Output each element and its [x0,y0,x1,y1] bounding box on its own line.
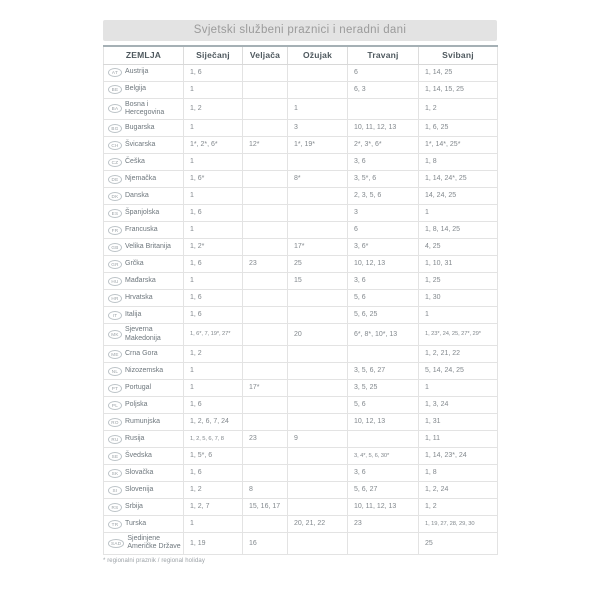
holiday-cell: 3, 6 [348,465,419,482]
country-name: Slovačka [125,468,154,476]
table-row [104,324,498,346]
holiday-cell [243,346,288,363]
holiday-cell: 1, 14, 25 [419,64,498,81]
holiday-cell: 17* [288,239,348,256]
table-row [104,516,498,533]
holiday-cell [243,81,288,98]
holiday-cell: 12* [243,137,288,154]
holiday-cell: 17* [243,380,288,397]
holiday-cell: 16 [243,533,288,555]
holiday-cell: 1*, 2*, 6* [184,137,243,154]
table-row [104,380,498,397]
country-code-badge: BA [108,104,122,113]
holiday-cell [243,239,288,256]
holiday-cell: 5, 6 [348,290,419,307]
table-row [104,273,498,290]
holiday-cell: 1, 30 [419,290,498,307]
country-cell [104,239,184,256]
holiday-cell: 8* [288,171,348,188]
table-row [104,448,498,465]
holiday-cell [288,222,348,239]
holiday-cell: 23 [243,256,288,273]
country-code-badge: GB [108,243,122,252]
table-row [104,397,498,414]
country-name: Sjedinjene Američke Države [127,535,181,551]
table-row [104,307,498,324]
holiday-cell [243,64,288,81]
country-cell [104,273,184,290]
holiday-cell: 1, 10, 31 [419,256,498,273]
holiday-cell: 1 [184,273,243,290]
holiday-cell: 9 [288,431,348,448]
country-code-badge: RS [108,503,122,512]
holiday-cell: 1, 8, 14, 25 [419,222,498,239]
holiday-cell: 1, 2, 5, 6, 7, 8 [184,431,243,448]
holiday-cell: 1, 2 [419,499,498,516]
table-row [104,414,498,431]
holiday-cell: 5, 6, 25 [348,307,419,324]
holiday-cell [243,414,288,431]
holiday-cell: 1 [184,380,243,397]
country-code-badge: BE [108,85,122,94]
country-name: Austrija [125,68,149,76]
country-code-badge: SK [108,469,122,478]
holiday-cell [243,205,288,222]
holiday-cell: 3, 6* [348,239,419,256]
holiday-cell: 1*, 14*, 25* [419,137,498,154]
table-row [104,98,498,120]
country-name: Srbija [125,502,143,510]
holiday-cell: 1, 19 [184,533,243,555]
country-name: Španjolska [125,209,160,217]
country-cell [104,363,184,380]
country-code-badge: SE [108,452,122,461]
holiday-cell [288,81,348,98]
holiday-cell [288,414,348,431]
holiday-cell: 1, 5*, 6 [184,448,243,465]
holiday-cell: 1 [184,81,243,98]
holiday-cell [243,307,288,324]
holiday-cell [348,346,419,363]
country-code-badge: HR [108,294,122,303]
country-code-badge: GR [108,260,122,269]
holiday-cell [288,154,348,171]
country-cell [104,188,184,205]
country-name: Turska [125,519,147,527]
holiday-cell: 1, 6 [184,307,243,324]
holiday-cell [288,448,348,465]
holiday-cell: 2, 3, 5, 6 [348,188,419,205]
country-cell [104,499,184,516]
holiday-cell: 3, 5, 6, 27 [348,363,419,380]
holiday-cell [243,516,288,533]
holiday-cell: 1, 6, 25 [419,120,498,137]
country-cell [104,290,184,307]
country-cell [104,414,184,431]
table-row [104,431,498,448]
holiday-cell: 1, 6 [184,205,243,222]
holiday-cell [243,98,288,120]
country-code-badge: AT [108,68,122,77]
country-cell [104,222,184,239]
holiday-cell [243,290,288,307]
country-code-badge: CZ [108,158,122,167]
table-row [104,154,498,171]
page-title: Svjetski službeni praznici i neradni dani [103,20,497,41]
holiday-cell: 1 [419,380,498,397]
holiday-cell: 3, 6 [348,154,419,171]
column-header-travanj: Travanj [348,46,419,64]
country-cell [104,431,184,448]
holiday-cell: 6, 3 [348,81,419,98]
holiday-cell: 5, 6 [348,397,419,414]
country-name: Bugarska [125,124,155,132]
table-row [104,239,498,256]
holiday-cell [288,380,348,397]
country-name: Belgija [125,85,147,93]
country-cell [104,448,184,465]
holiday-cell [288,188,348,205]
holiday-cell: 1, 6 [184,465,243,482]
country-code-badge: IT [108,311,122,320]
holiday-cell: 23 [348,516,419,533]
holiday-cell: 15, 16, 17 [243,499,288,516]
country-cell [104,137,184,154]
holiday-cell: 1, 2 [184,482,243,499]
holiday-cell [288,533,348,555]
table-row [104,188,498,205]
holiday-cell: 3, 4*, 5, 6, 30* [348,448,419,465]
holiday-cell: 1 [184,188,243,205]
holiday-cell: 5, 14, 24, 25 [419,363,498,380]
holiday-cell [243,120,288,137]
country-code-badge: DE [108,175,122,184]
country-cell [104,380,184,397]
country-cell [104,256,184,273]
country-cell [104,64,184,81]
table-row [104,222,498,239]
holiday-cell: 1, 2, 21, 22 [419,346,498,363]
holiday-cell: 10, 11, 12, 13 [348,120,419,137]
holiday-cell [288,482,348,499]
holiday-cell [243,171,288,188]
holiday-cell: 1, 31 [419,414,498,431]
holiday-cell: 10, 11, 12, 13 [348,499,419,516]
holiday-cell: 1 [184,120,243,137]
holiday-cell: 1 [419,205,498,222]
holiday-cell: 3, 6 [348,273,419,290]
country-cell [104,465,184,482]
holiday-cell: 1, 2, 6, 7, 24 [184,414,243,431]
country-name: Švicarska [125,141,156,149]
holiday-cell: 2*, 3*, 6* [348,137,419,154]
table-row [104,137,498,154]
holiday-cell [243,273,288,290]
country-name: Bosna i Hercegovina [125,100,165,116]
holiday-cell [288,205,348,222]
country-name: Češka [125,158,145,166]
holiday-cell: 10, 12, 13 [348,256,419,273]
country-cell [104,154,184,171]
holiday-cell: 1 [184,516,243,533]
table-row [104,363,498,380]
holiday-cell [243,448,288,465]
country-name: Švedska [125,451,152,459]
country-name: Hrvatska [125,294,153,302]
holiday-cell: 1*, 19* [288,137,348,154]
holiday-cell [243,324,288,346]
holiday-cell: 6 [348,222,419,239]
country-code-badge: RO [108,418,122,427]
table-row [104,171,498,188]
holiday-cell: 1, 2 [184,346,243,363]
holiday-cell: 23 [243,431,288,448]
country-code-badge: ME [108,350,122,359]
holiday-cell [288,290,348,307]
country-cell [104,205,184,222]
holiday-cell: 25 [288,256,348,273]
holiday-cell: 1, 8 [419,154,498,171]
holiday-cell: 3 [348,205,419,222]
country-cell [104,516,184,533]
holiday-cell [288,499,348,516]
holiday-cell: 14, 24, 25 [419,188,498,205]
country-cell [104,120,184,137]
country-code-badge: HU [108,277,122,286]
country-name: Italija [125,311,142,319]
holiday-cell [348,533,419,555]
holiday-cell: 20, 21, 22 [288,516,348,533]
country-code-badge: PT [108,384,122,393]
holiday-cell: 25 [419,533,498,555]
country-code-badge: DK [108,192,122,201]
country-cell [104,81,184,98]
table-row [104,64,498,81]
holiday-cell [288,465,348,482]
holiday-cell: 3 [288,120,348,137]
holiday-cell: 3, 5, 25 [348,380,419,397]
holiday-cell: 1 [419,307,498,324]
country-cell [104,533,184,555]
country-code-badge: CH [108,141,122,150]
holiday-cell [243,188,288,205]
country-name: Njemačka [125,175,157,183]
country-code-badge: SI [108,486,122,495]
holiday-cell [243,222,288,239]
holiday-cell [243,397,288,414]
holiday-cell: 1, 11 [419,431,498,448]
holiday-cell: 1, 2, 7 [184,499,243,516]
table-row [104,256,498,273]
country-name: Rusija [125,434,145,442]
holiday-cell: 1 [184,363,243,380]
footnote: * regionalni praznik / regional holiday [103,557,205,564]
column-header-veljaca: Veljača [243,46,288,64]
holiday-cell: 6 [348,64,419,81]
country-name: Rumunjska [125,417,161,425]
holiday-cell [348,431,419,448]
holiday-cell [288,363,348,380]
holiday-cell: 1, 25 [419,273,498,290]
holiday-cell: 1, 14, 23*, 24 [419,448,498,465]
holiday-cell: 1, 2* [184,239,243,256]
holiday-cell [288,397,348,414]
column-header-svibanj: Svibanj [419,46,498,64]
table-row [104,499,498,516]
table-row [104,465,498,482]
holiday-cell: 20 [288,324,348,346]
table-row [104,290,498,307]
holiday-cell [243,154,288,171]
holiday-cell [243,363,288,380]
holiday-cell: 8 [243,482,288,499]
holidays-infographic [103,20,497,564]
country-name: Nizozemska [125,366,164,374]
country-name: Francuska [125,226,158,234]
holiday-cell: 5, 6, 27 [348,482,419,499]
holiday-cell: 1, 14, 24*, 25 [419,171,498,188]
country-code-badge: TR [108,520,122,529]
country-name: Poljska [125,400,148,408]
holiday-cell: 1, 2 [184,98,243,120]
header-row [104,46,498,64]
country-code-badge: NL [108,367,122,376]
country-cell [104,397,184,414]
holiday-cell: 1, 2 [419,98,498,120]
country-code-badge: SAD [108,539,124,548]
country-cell [104,98,184,120]
holiday-cell: 1 [288,98,348,120]
holiday-cell: 1, 2, 24 [419,482,498,499]
country-name: Sjeverna Makedonija [125,326,161,342]
country-name: Danska [125,192,149,200]
country-code-badge: FR [108,226,122,235]
country-cell [104,171,184,188]
holidays-table [103,45,498,555]
country-cell [104,482,184,499]
holiday-cell: 4, 25 [419,239,498,256]
country-name: Grčka [125,260,144,268]
table-row [104,482,498,499]
table-row [104,346,498,363]
holiday-cell: 1, 6 [184,290,243,307]
country-code-badge: MK [108,330,122,339]
country-code-badge: ES [108,209,122,218]
holiday-cell: 1, 3, 24 [419,397,498,414]
holiday-cell [288,64,348,81]
table-row [104,81,498,98]
holiday-cell: 10, 12, 13 [348,414,419,431]
holiday-cell: 1, 6* [184,171,243,188]
holiday-cell [348,98,419,120]
country-name: Slovenija [125,485,154,493]
column-header-ozujak: Ožujak [288,46,348,64]
country-name: Mađarska [125,277,156,285]
country-code-badge: RU [108,435,122,444]
holiday-cell [288,307,348,324]
country-code-badge: BG [108,124,122,133]
country-code-badge: PL [108,401,122,410]
country-name: Portugal [125,383,152,391]
holiday-cell: 6*, 8*, 10*, 13 [348,324,419,346]
holiday-cell: 1, 8 [419,465,498,482]
holiday-cell: 1, 6 [184,397,243,414]
column-header-sijecanj: Siječanj [184,46,243,64]
country-cell [104,307,184,324]
table-row [104,533,498,555]
holiday-cell: 1, 23*, 24, 25, 27*, 29* [419,324,498,346]
column-header-zemlja: ZEMLJA [104,46,184,64]
table-row [104,205,498,222]
country-cell [104,324,184,346]
table-row [104,120,498,137]
holiday-cell: 1, 6*, 7, 19*, 27* [184,324,243,346]
holiday-cell [288,346,348,363]
country-name: Velika Britanija [125,243,171,251]
holiday-cell: 1, 6 [184,256,243,273]
holiday-cell: 15 [288,273,348,290]
country-name: Crna Gora [125,349,158,357]
holiday-cell: 1, 6 [184,64,243,81]
holiday-cell [243,465,288,482]
holiday-cell: 3, 5*, 6 [348,171,419,188]
holiday-cell: 1 [184,154,243,171]
country-cell [104,346,184,363]
holiday-cell: 1 [184,222,243,239]
holiday-cell: 1, 19, 27, 28, 29, 30 [419,516,498,533]
holiday-cell: 1, 14, 15, 25 [419,81,498,98]
